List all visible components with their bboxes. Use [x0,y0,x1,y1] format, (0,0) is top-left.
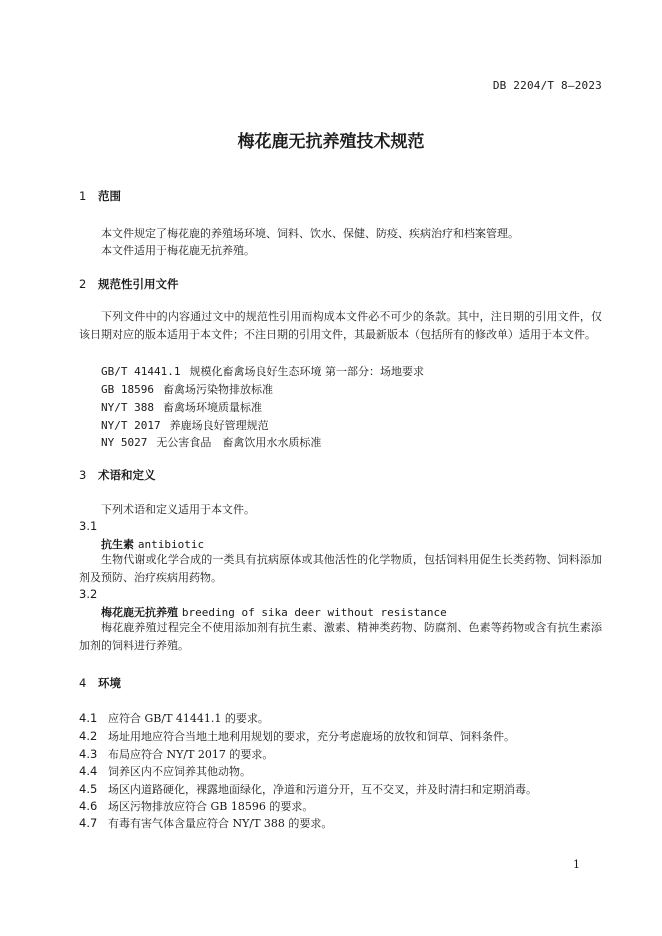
clause-number: 4.7 [79,816,98,830]
clause-text: 饲养区内不应饲养其他动物。 [108,765,251,778]
term-number: 3.2 [79,587,98,601]
clause-number: 4.4 [79,764,98,778]
normative-refs-intro: 下列文件中的内容通过文中的规范性引用而构成本文件必不可少的条款。其中，注日期的引用文件，仅该日期对应的版本适用于本文件；不注日期的引用文件，其最新版本（包括所有的修改单）适用于本文件。 [79,310,602,342]
reference-name: 畜禽场环境质量标准 [162,401,262,414]
reference-item [101,363,424,379]
term-heading [101,604,447,620]
section-heading-normative-refs [79,276,179,292]
clause-item [79,798,313,814]
reference-name: 规模化畜禽场良好生态环境 第一部分：场地要求 [189,365,424,378]
section-number: 4 [79,676,87,690]
clause-text: 场区内道路硬化，裸露地面绿化，净道和污道分开，互不交叉，并及时清扫和定期消毒。 [108,783,537,796]
reference-code: NY/T 2017 [101,419,161,432]
section-title: 规范性引用文件 [98,277,179,291]
clause-text: 布局应符合 NY/T 2017 的要求。 [108,748,274,761]
page-number: 1 [573,858,580,871]
section-heading-terms [79,467,156,483]
document-title: 梅花鹿无抗养殖技术规范 [237,132,425,152]
term-en: antibiotic [137,538,205,551]
clause-text: 场区污物排放应符合 GB 18596 的要求。 [108,800,314,813]
section-title: 环境 [98,676,121,690]
clause-number: 4.2 [79,729,98,743]
clause-number: 4.6 [79,799,98,813]
reference-item [101,399,262,415]
clause-item [79,710,269,726]
clause-text: 有毒有害气体含量应符合 NY/T 388 的要求。 [108,817,333,830]
clause-item [79,746,273,762]
reference-item [101,417,269,433]
section-number: 1 [79,189,87,203]
term-heading [101,536,204,552]
reference-code: NY/T 388 [101,401,154,414]
clause-item [79,815,332,831]
clause-number: 4.5 [79,782,98,796]
scope-paragraph-1: 本文件规定了梅花鹿的养殖场环境、饲料、饮水、保健、防疫、疾病治疗和档案管理。 [101,227,519,240]
scope-paragraph-2: 本文件适用于梅花鹿无抗养殖。 [101,244,255,257]
reference-name: 无公害食品 畜禽饮用水水质标准 [156,436,322,449]
clause-number: 4.3 [79,747,98,761]
section-title: 范围 [98,189,121,203]
section-number: 3 [79,468,87,482]
section-heading-scope [79,188,121,204]
term-number: 3.1 [79,519,98,533]
term-en: breeding of sika deer without resistance [181,606,447,619]
reference-code: GB 18596 [101,383,154,396]
standard-id: DB 2204/T 8—2023 [492,79,602,92]
term-definition: 梅花鹿养殖过程完全不使用添加剂有抗生素、激素、精神类药物、防腐剂、色素等药物或含有抗生素添加剂的饲料进行养殖。 [79,621,602,653]
reference-code: GB/T 41441.1 [101,365,181,378]
term-definition: 生物代谢或化学合成的一类具有抗病原体或其他活性的化学物质，包括饲料用促生长类药物、饲料添加剂及预防、治疗疾病用药物。 [79,553,602,585]
section-heading-environment [79,675,121,691]
clause-item [79,728,515,744]
clause-number: 4.1 [79,711,98,725]
section-number: 2 [79,277,87,291]
reference-item [101,434,321,450]
clause-text: 应符合 GB/T 41441.1 的要求。 [108,712,269,725]
clause-text: 场址用地应符合当地土地利用规划的要求，充分考虑鹿场的放牧和饲草、饲料条件。 [108,730,515,743]
section-title: 术语和定义 [98,468,156,482]
reference-name: 养鹿场良好管理规范 [169,419,269,432]
reference-item [101,381,273,397]
term-cn: 抗生素 [101,538,134,551]
clause-item [79,781,537,797]
reference-code: NY 5027 [101,436,148,449]
term-cn: 梅花鹿无抗养殖 [101,606,178,619]
terms-intro: 下列术语和定义适用于本文件。 [101,503,255,516]
clause-item [79,763,251,779]
reference-name: 畜禽场污染物排放标准 [162,383,273,396]
